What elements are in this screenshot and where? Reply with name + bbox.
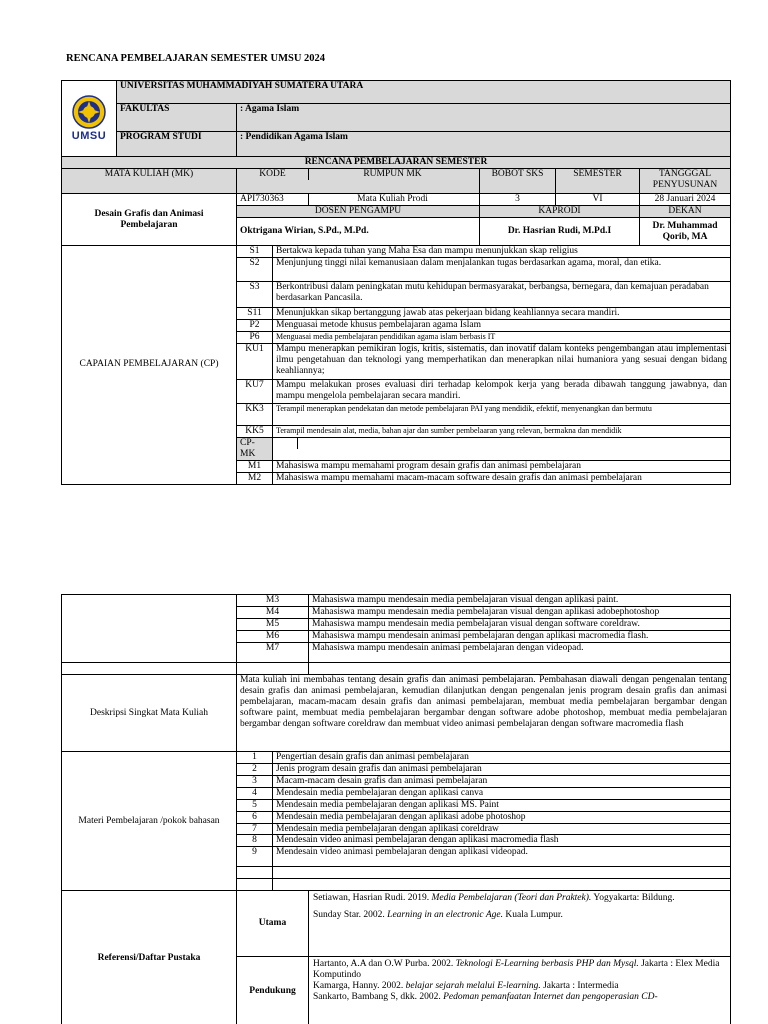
- cp-code: P6: [237, 332, 273, 344]
- reference-entry: Setiawan, Hasrian Rudi. 2019. Media Pembelajaran (Teori dan Praktek). Yogyakarta: Bildung.: [313, 893, 675, 904]
- cpmk-code: M6: [237, 631, 309, 643]
- materi-number: 1: [237, 752, 273, 764]
- materi-text: Mendesain video animasi pembelajaran dengan aplikasi videopad.: [273, 847, 731, 867]
- materi-number: 7: [237, 823, 273, 835]
- cpmk-text: Mahasiswa mampu mendesain animasi pembelajaran dengan aplikasi macromedia flash.: [309, 631, 731, 643]
- cpmk-text: Mahasiswa mampu mendesain media pembelajaran visual dengan aplikasi paint.: [309, 595, 731, 607]
- rps-continuation-table: [61, 594, 731, 1024]
- course-kode: API730363: [237, 194, 309, 205]
- cp-text: Menjunjung tinggi nilai kemanusiaan dalam menjalankan tugas berdasarkan agama, moral, dan etika.: [273, 258, 731, 282]
- kaprodi-name: Dr. Hasrian Rudi, M.Pd.I: [480, 218, 640, 246]
- header-kode-rumpun: [237, 169, 480, 194]
- cpmk-header-filler: [273, 438, 731, 461]
- materi-number: 8: [237, 835, 273, 847]
- spacer-cell: [237, 663, 309, 675]
- cpmk-filler-cell: [273, 438, 298, 449]
- spacer-cell: [237, 867, 273, 879]
- referensi-utama-label: Utama: [237, 891, 309, 957]
- university-name: UNIVERSITAS MUHAMMADIYAH SUMATERA UTARA: [117, 81, 731, 104]
- dekan-label: DEKAN: [640, 206, 731, 218]
- referensi-label: Referensi/Daftar Pustaka: [62, 891, 237, 1024]
- header-semester: SEMESTER: [556, 169, 640, 194]
- cp-text: Mampu melakukan proses evaluasi diri terhadap kelompok kerja yang berada dibawah tanggung jawabnya, dan mampu mengelola pembelajaran secara mandiri.: [273, 380, 731, 404]
- materi-text: Mendesain media pembelajaran dengan aplikasi coreldraw: [273, 823, 731, 835]
- cpmk-text: Mahasiswa mampu memahami macam-macam software desain grafis dan animasi pembelajaran: [273, 472, 731, 484]
- umsu-emblem-icon: [72, 95, 106, 129]
- spacer-cell: [237, 879, 273, 891]
- fakultas-label: FAKULTAS: [117, 104, 237, 132]
- university-logo: [62, 81, 117, 157]
- cp-text: Mampu menerapkan pemikiran logis, kritis, sistematis, dan inovatif dalam konteks pengembangan atau implementasi ilmu pengetahuan dan teknologi yang memperhatikan dan menerapkan nilai humaniora yang sesuai dengan bidang keahliannya;: [273, 344, 731, 380]
- dosen-pengampu-label: DOSEN PENGAMPU: [237, 206, 480, 218]
- cp-code: KU1: [237, 344, 273, 380]
- course-bobot: 3: [480, 194, 556, 206]
- cp-text: Menguasai media pembelajaran pendidikan agama islam berbasis IT: [273, 332, 731, 344]
- cp-code: KU7: [237, 380, 273, 404]
- rps-section-title: RENCANA PEMBELAJARAN SEMESTER: [62, 157, 731, 169]
- cp-text: Bertakwa kepada tuhan yang Maha Esa dan mampu menunjukkan skap religius: [273, 246, 731, 258]
- cp-text: Berkontribusi dalam peningkatan mutu kehidupan bermasyarakat, berbangsa, bernegara, dan kemajuan peradaban berdasarkan Pancasila.: [273, 282, 731, 308]
- cp-text: Menunjukkan sikap bertanggung jawab atas pekerjaan bidang keahliannya secara mandiri.: [273, 308, 731, 320]
- cp-code: S2: [237, 258, 273, 282]
- materi-number: 4: [237, 787, 273, 799]
- header-kode: KODE: [237, 169, 309, 180]
- materi-label: Materi Pembelajaran /pokok bahasan: [62, 752, 237, 891]
- header-bobot-sks: BOBOT SKS: [480, 169, 556, 194]
- materi-text: Mendesain media pembelajaran dengan aplikasi MS. Paint: [273, 799, 731, 811]
- materi-text: Mendesain media pembelajaran dengan aplikasi adobe photoshop: [273, 811, 731, 823]
- cp-text: Menguasai metode khusus pembelajaran agama Islam: [273, 320, 731, 332]
- cp-text: Terampil mendesain alat, media, bahan ajar dan sumber pembelaaran yang relevan, bermakna dan mendidik: [273, 426, 731, 438]
- cp-code: S1: [237, 246, 273, 258]
- spacer-cell: [273, 879, 731, 891]
- spacer-cell: [309, 663, 731, 675]
- prodi-value: : Pendidikan Agama Islam: [237, 132, 731, 157]
- cpmk-code: M1: [237, 460, 273, 472]
- cpmk-text: Mahasiswa mampu mendesain animasi pembelajaran dengan videopad.: [309, 643, 731, 663]
- course-rumpun: Mata Kuliah Prodi: [357, 194, 428, 204]
- cpmk-code: M4: [237, 607, 309, 619]
- course-tanggal: 28 Januari 2024: [640, 194, 731, 206]
- referensi-utama-list: [309, 891, 731, 957]
- fakultas-value: : Agama Islam: [237, 104, 731, 132]
- reference-entry: Sankarto, Bambang S, dkk. 2002. Pedoman pemanfaatan Internet dan pengoperasian CD-: [313, 992, 658, 1003]
- header-rumpun-mk: RUMPUN MK: [363, 169, 422, 179]
- cp-code: KK3: [237, 404, 273, 426]
- materi-number: 9: [237, 847, 273, 867]
- header-mata-kuliah: MATA KULIAH (MK): [62, 169, 237, 194]
- cp-code: KK5: [237, 426, 273, 438]
- course-name: Desain Grafis dan Animasi Pembelajaran: [62, 194, 237, 246]
- reference-entry: Sunday Star. 2002. Learning in an electronic Age. Kuala Lumpur.: [313, 910, 563, 921]
- cpmk-code: M5: [237, 619, 309, 631]
- materi-number: 2: [237, 763, 273, 775]
- cp-label: CAPAIAN PEMBELAJARAN (CP): [62, 246, 237, 485]
- cpmk-text: Mahasiswa mampu memahami program desain grafis dan animasi pembelajaran: [273, 460, 731, 472]
- dosen-pengampu-name: Oktrigana Wirian, S.Pd., M.Pd.: [237, 218, 480, 246]
- deskripsi-label: Deskripsi Singkat Mata Kuliah: [62, 675, 237, 752]
- header-tanggal-penyusunan: TANGGGAL PENYUSUNAN: [640, 169, 731, 194]
- spacer-cell: [273, 867, 731, 879]
- cpmk-code: M3: [237, 595, 309, 607]
- rps-main-table: [61, 80, 731, 485]
- logo-wordmark: UMSU: [71, 129, 107, 142]
- cpmk-code: M7: [237, 643, 309, 663]
- materi-text: Pengertian desain grafis dan animasi pembelajaran: [273, 752, 731, 764]
- cp-code: P2: [237, 320, 273, 332]
- cpmk-text: Mahasiswa mampu mendesain media pembelajaran visual dengan aplikasi adobephotoshop: [309, 607, 731, 619]
- spacer-cell: [62, 663, 237, 675]
- cpmk-code: M2: [237, 472, 273, 484]
- cpmk-label: CP-MK: [237, 438, 273, 461]
- referensi-pendukung-label: Pendukung: [237, 957, 309, 1024]
- cp-text: Terampil menerapkan pendekatan dan metode pembelajaran PAI yang mendidik, efektif, menyenangkan dan bermutu: [273, 404, 731, 426]
- cp-code: S3: [237, 282, 273, 308]
- deskripsi-text: Mata kuliah ini membahas tentang desain grafis dan animasi pembelajaran. Pembahasan diawali dengan pengenalan tentang desain grafis dan animasi pembelajaran, kemudian dilanjutkan dengan pengenalan jenis program desain grafis dan animasi pembelajaran, macam-macam desain grafis dan animasi pembelajaran, membuat media pembelajaran bergambar dengan software paint, membuat media pembelajaran bergambar dengan software adobe photoshop, membuat media pembelajaran bergambar dengan software coreldraw dan membuat video animasi pembelajaran dengan software macromedia flash: [237, 675, 731, 752]
- course-kode-rumpun: [237, 194, 480, 206]
- kaprodi-label: KAPRODI: [480, 206, 640, 218]
- cp-code: S11: [237, 308, 273, 320]
- materi-number: 6: [237, 811, 273, 823]
- document-title: RENCANA PEMBELAJARAN SEMESTER UMSU 2024: [66, 53, 326, 64]
- reference-entry: Hartanto, A.A dan O.W Purba. 2002. Teknologi E-Learning berbasis PHP dan Mysql. Jakarta : Elex Media Komputindo: [313, 959, 720, 981]
- materi-text: Macam-macam desain grafis dan animasi pembelajaran: [273, 775, 731, 787]
- cpmk-text: Mahasiswa mampu mendesain media pembelajaran visual dengan software coreldraw.: [309, 619, 731, 631]
- prodi-label: PROGRAM STUDI: [117, 132, 237, 157]
- dekan-name: Dr. Muhammad Qorib, MA: [640, 218, 731, 246]
- materi-number: 3: [237, 775, 273, 787]
- referensi-pendukung-list: [309, 957, 731, 1024]
- materi-text: Jenis program desain grafis dan animasi pembelajaran: [273, 763, 731, 775]
- materi-text: Mendesain media pembelajaran dengan aplikasi canva: [273, 787, 731, 799]
- materi-number: 5: [237, 799, 273, 811]
- reference-entry: Kamarga, Hanny. 2002. belajar sejarah melalui E-learning. Jakarta : Intermedia: [313, 981, 619, 992]
- cpmk-continued-label-cell: [62, 595, 237, 663]
- course-semester: VI: [556, 194, 640, 206]
- materi-text: Mendesain video animasi pembelajaran dengan aplikasi macromedia flash: [273, 835, 731, 847]
